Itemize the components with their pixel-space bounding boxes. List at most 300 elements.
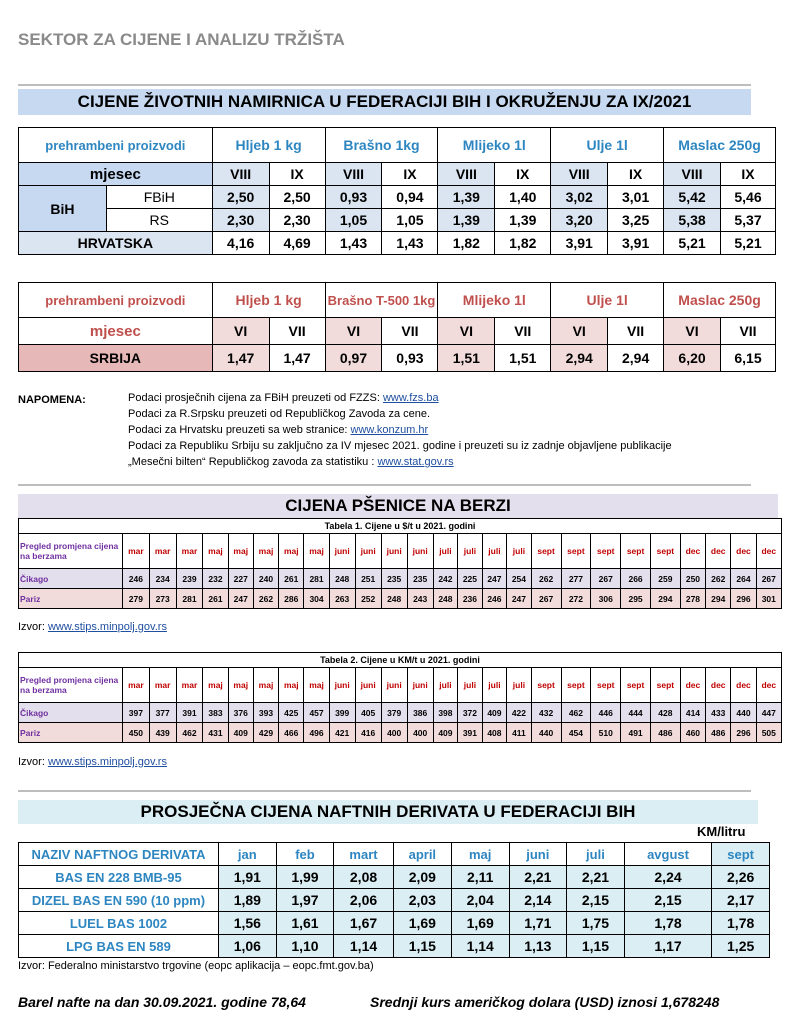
fuel-prices-table [18, 842, 770, 958]
value-cell: 1,56 [219, 912, 277, 935]
value-cell: 2,94 [608, 345, 664, 372]
value-cell: 1,15 [567, 935, 625, 958]
month-cell: dec [731, 534, 756, 569]
note-line [128, 424, 428, 436]
value-cell: 1,43 [325, 232, 382, 255]
row-label: Čikago [19, 703, 123, 723]
value-cell: 240 [253, 569, 278, 589]
value-cell: 1,89 [219, 889, 277, 912]
value-cell: 2,94 [551, 345, 608, 372]
value-cell: 247 [507, 589, 532, 609]
month-cell: sept [531, 668, 561, 703]
value-cell: 2,15 [567, 889, 625, 912]
month-cell: sept [650, 668, 680, 703]
food-prices-title: CIJENE ŽIVOTNIH NAMIRNICA U FEDERACIJI BIH I OKRUŽENJU ZA IX/2021 [18, 89, 751, 115]
month-cell: sept [591, 534, 621, 569]
value-cell: 393 [253, 703, 278, 723]
table-row [19, 889, 770, 912]
value-cell: 383 [203, 703, 228, 723]
fuel-name: BAS EN 228 BMB-95 [19, 866, 219, 889]
value-cell: 486 [650, 723, 680, 743]
value-cell: 2,04 [451, 889, 509, 912]
value-cell: 1,05 [325, 209, 382, 232]
stat-link[interactable]: www.stat.gov.rs [377, 456, 454, 468]
value-cell: 267 [591, 569, 621, 589]
table-row [19, 912, 770, 935]
month-cell: mar [123, 668, 150, 703]
value-cell: 1,97 [276, 889, 334, 912]
month-cell: juni [329, 668, 355, 703]
value-cell: 1,10 [276, 935, 334, 958]
value-cell: 246 [123, 569, 150, 589]
product-header: prehrambeni proizvodi [19, 283, 213, 318]
month-cell: sept [561, 668, 591, 703]
value-cell: 462 [561, 703, 591, 723]
divider [18, 484, 751, 486]
fuel-title: PROSJEČNA CIJENA NAFTNIH DERIVATA U FEDERACIJI BIH [18, 800, 758, 824]
value-cell: 1,39 [438, 186, 495, 209]
value-cell: 262 [531, 569, 561, 589]
table-row [19, 866, 770, 889]
value-cell: 1,43 [382, 232, 438, 255]
month-cell: maj [228, 534, 253, 569]
wheat-source [18, 756, 167, 768]
row-header: Pregled promjena cijena na berzama [19, 534, 123, 569]
month-cell: sept [621, 534, 651, 569]
value-cell: 6,15 [721, 345, 776, 372]
value-cell: 2,15 [624, 889, 712, 912]
note-text: „Mesečni bilten“ Republičkog zavoda za statistiku : [128, 456, 378, 468]
value-cell: 1,40 [495, 186, 551, 209]
value-cell: 425 [279, 703, 304, 723]
value-cell: 431 [203, 723, 228, 743]
product-ulje: Ulje 1l [551, 128, 664, 163]
month-cell: juni [407, 668, 433, 703]
value-cell: 5,21 [664, 232, 721, 255]
value-cell: 510 [591, 723, 621, 743]
month-cell: VIII [664, 163, 721, 186]
month-cell: sept [591, 668, 621, 703]
value-cell: 398 [433, 703, 458, 723]
value-cell: 416 [355, 723, 381, 743]
row-label: RS [106, 209, 212, 232]
month-cell: sept [621, 668, 651, 703]
value-cell: 235 [407, 569, 433, 589]
value-cell: 446 [591, 703, 621, 723]
header-row [19, 843, 770, 866]
value-cell: 296 [731, 723, 756, 743]
source-label: Izvor: [18, 756, 48, 768]
value-cell: 279 [123, 589, 150, 609]
note-text: Podaci prosječnih cijena za FBiH preuzeti od FZZS: [128, 392, 383, 404]
month-cell: mar [176, 668, 203, 703]
month-cell: maj [253, 668, 278, 703]
month-cell: maj [253, 534, 278, 569]
month-cell: juli [482, 534, 507, 569]
value-cell: 0,93 [325, 186, 382, 209]
month-cell: feb [276, 843, 334, 866]
month-cell: IX [382, 163, 438, 186]
month-cell: avgust [624, 843, 712, 866]
value-cell: 2,50 [269, 186, 325, 209]
value-cell: 267 [756, 569, 781, 589]
month-cell: VI [212, 318, 269, 345]
value-cell: 1,91 [219, 866, 277, 889]
value-cell: 408 [482, 723, 507, 743]
value-cell: 4,16 [212, 232, 269, 255]
value-cell: 505 [756, 723, 781, 743]
month-label: mjesec [19, 318, 213, 345]
value-cell: 234 [149, 569, 176, 589]
value-cell: 2,21 [567, 866, 625, 889]
month-cell: VIII [551, 163, 608, 186]
value-cell: 239 [176, 569, 203, 589]
value-cell: 277 [561, 569, 591, 589]
value-cell: 1,69 [393, 912, 451, 935]
value-cell: 391 [458, 723, 483, 743]
value-cell: 2,08 [334, 866, 394, 889]
value-cell: 414 [680, 703, 705, 723]
value-cell: 5,46 [721, 186, 776, 209]
fuel-name: LUEL BAS 1002 [19, 912, 219, 935]
product-brasno: Brašno 1kg [325, 128, 438, 163]
month-cell: VII [608, 318, 664, 345]
fuel-name: LPG BAS EN 589 [19, 935, 219, 958]
value-cell: 1,06 [219, 935, 277, 958]
value-cell: 1,71 [509, 912, 567, 935]
value-cell: 0,93 [382, 345, 438, 372]
value-cell: 295 [621, 589, 651, 609]
value-cell: 262 [706, 569, 731, 589]
table-row [19, 569, 782, 589]
value-cell: 306 [591, 589, 621, 609]
value-cell: 1,14 [451, 935, 509, 958]
wheat-source [18, 621, 167, 633]
month-cell: maj [203, 668, 228, 703]
month-cell: VI [438, 318, 495, 345]
value-cell: 1,61 [276, 912, 334, 935]
value-cell: 0,94 [382, 186, 438, 209]
value-cell: 1,25 [712, 935, 770, 958]
month-cell: IX [608, 163, 664, 186]
month-cell: dec [680, 534, 705, 569]
value-cell: 432 [531, 703, 561, 723]
value-cell: 6,20 [664, 345, 721, 372]
value-cell: 242 [433, 569, 458, 589]
value-cell: 400 [381, 723, 407, 743]
divider [18, 790, 751, 792]
stips-link[interactable]: www.stips.minpolj.gov.rs [47, 756, 167, 768]
value-cell: 1,75 [567, 912, 625, 935]
usd-rate: Srednji kurs američkog dolara (USD) iznosi 1,678248 [370, 994, 720, 1010]
value-cell: 1,14 [334, 935, 394, 958]
note-text: Podaci za Republiku Srbiju su zaključno za IV mjesec 2021. godine i preuzeti su iz zadnje objavljene publikacije [128, 440, 672, 452]
note-label: NAPOMENA: [18, 394, 86, 406]
month-cell: maj [279, 534, 304, 569]
month-cell: juni [381, 668, 407, 703]
month-cell: maj [228, 668, 253, 703]
value-cell: 267 [531, 589, 561, 609]
value-cell: 440 [731, 703, 756, 723]
value-cell: 428 [650, 703, 680, 723]
month-cell: juli [482, 668, 507, 703]
value-cell: 296 [731, 589, 756, 609]
month-cell: juni [509, 843, 567, 866]
month-cell: juli [507, 534, 532, 569]
value-cell: 460 [680, 723, 705, 743]
value-cell: 1,69 [451, 912, 509, 935]
value-cell: 278 [680, 589, 705, 609]
stips-link[interactable]: www.stips.minpolj.gov.rs [47, 621, 167, 633]
month-cell: sept [531, 534, 561, 569]
value-cell: 304 [304, 589, 329, 609]
fuel-unit: KM/litru [697, 824, 746, 839]
value-cell: 5,42 [664, 186, 721, 209]
value-cell: 440 [531, 723, 561, 743]
month-cell: sept [650, 534, 680, 569]
row-label: FBiH [106, 186, 212, 209]
source-label: Izvor: [18, 621, 48, 633]
month-cell: maj [304, 534, 329, 569]
value-cell: 261 [203, 589, 228, 609]
value-cell: 3,91 [551, 232, 608, 255]
month-cell: VII [495, 318, 551, 345]
month-cell: mar [176, 534, 203, 569]
value-cell: 5,21 [721, 232, 776, 255]
value-cell: 3,91 [608, 232, 664, 255]
value-cell: 1,99 [276, 866, 334, 889]
value-cell: 281 [304, 569, 329, 589]
value-cell: 251 [355, 569, 381, 589]
month-cell: maj [279, 668, 304, 703]
value-cell: 2,09 [393, 866, 451, 889]
header-row [19, 534, 782, 569]
row-label: HRVATSKA [19, 232, 213, 255]
value-cell: 2,03 [393, 889, 451, 912]
value-cell: 486 [706, 723, 731, 743]
month-cell: maj [451, 843, 509, 866]
product-hljeb: Hljeb 1 kg [212, 128, 325, 163]
value-cell: 409 [228, 723, 253, 743]
value-cell: 409 [482, 703, 507, 723]
month-cell: juli [507, 668, 532, 703]
month-cell: VII [269, 318, 325, 345]
value-cell: 400 [407, 723, 433, 743]
month-cell: mar [123, 534, 150, 569]
month-cell: juni [381, 534, 407, 569]
month-cell: IX [495, 163, 551, 186]
wheat-km-table [18, 652, 782, 743]
table-row [19, 186, 776, 209]
value-cell: 439 [149, 723, 176, 743]
table-caption: Tabela 1. Cijene u $/t u 2021. godini [19, 519, 782, 534]
value-cell: 444 [621, 703, 651, 723]
value-cell: 247 [482, 569, 507, 589]
month-cell: juni [407, 534, 433, 569]
value-cell: 281 [176, 589, 203, 609]
table-row [19, 345, 776, 372]
month-cell: VII [382, 318, 438, 345]
value-cell: 422 [507, 703, 532, 723]
row-header: Pregled promjena cijena na berzama [19, 668, 123, 703]
month-cell: dec [756, 668, 781, 703]
wheat-title: CIJENA PŠENICE NA BERZI [18, 494, 778, 518]
value-cell: 1,05 [382, 209, 438, 232]
table-row [19, 232, 776, 255]
note-line [128, 408, 430, 420]
value-cell: 466 [279, 723, 304, 743]
value-cell: 391 [176, 703, 203, 723]
value-cell: 248 [433, 589, 458, 609]
value-cell: 377 [149, 703, 176, 723]
value-cell: 246 [482, 589, 507, 609]
header-row [19, 668, 782, 703]
month-cell: dec [706, 668, 731, 703]
note-line [128, 456, 454, 468]
value-cell: 1,47 [212, 345, 269, 372]
month-cell: VIII [325, 163, 382, 186]
value-cell: 411 [507, 723, 532, 743]
table-row [19, 723, 782, 743]
month-cell: juni [355, 534, 381, 569]
value-cell: 5,37 [721, 209, 776, 232]
month-cell: maj [203, 534, 228, 569]
value-cell: 2,30 [269, 209, 325, 232]
value-cell: 454 [561, 723, 591, 743]
product-maslac: Maslac 250g [664, 128, 776, 163]
value-cell: 386 [407, 703, 433, 723]
month-cell: VI [551, 318, 608, 345]
value-cell: 1,82 [495, 232, 551, 255]
value-cell: 3,20 [551, 209, 608, 232]
month-cell: dec [756, 534, 781, 569]
value-cell: 5,38 [664, 209, 721, 232]
value-cell: 261 [279, 569, 304, 589]
value-cell: 3,01 [608, 186, 664, 209]
row-label: SRBIJA [19, 345, 213, 372]
value-cell: 254 [507, 569, 532, 589]
sector-title: SEKTOR ZA CIJENE I ANALIZU TRŽIŠTA [18, 30, 345, 49]
value-cell: 429 [253, 723, 278, 743]
value-cell: 2,26 [712, 866, 770, 889]
value-cell: 433 [706, 703, 731, 723]
value-cell: 447 [756, 703, 781, 723]
product-hljeb: Hljeb 1 kg [212, 283, 325, 318]
value-cell: 457 [304, 703, 329, 723]
value-cell: 3,25 [608, 209, 664, 232]
month-cell: VIII [212, 163, 269, 186]
value-cell: 450 [123, 723, 150, 743]
value-cell: 2,30 [212, 209, 269, 232]
month-cell: dec [706, 534, 731, 569]
divider [18, 84, 751, 86]
value-cell: 1,82 [438, 232, 495, 255]
month-cell: juli [458, 668, 483, 703]
value-cell: 376 [228, 703, 253, 723]
value-cell: 2,24 [624, 866, 712, 889]
row-label: Pariz [19, 589, 123, 609]
value-cell: 3,02 [551, 186, 608, 209]
month-cell: sept [712, 843, 770, 866]
product-mlijeko: Mlijeko 1l [438, 128, 551, 163]
note-text: Podaci za Hrvatsku preuzeti sa web stranice: [128, 424, 351, 436]
value-cell: 263 [329, 589, 355, 609]
value-cell: 1,39 [438, 209, 495, 232]
value-cell: 409 [433, 723, 458, 743]
table-row [19, 935, 770, 958]
name-header: NAZIV NAFTNOG DERIVATA [19, 843, 219, 866]
month-cell: VI [664, 318, 721, 345]
month-cell: VI [325, 318, 382, 345]
value-cell: 248 [381, 589, 407, 609]
value-cell: 294 [650, 589, 680, 609]
value-cell: 247 [228, 589, 253, 609]
month-cell: juni [329, 534, 355, 569]
value-cell: 2,11 [451, 866, 509, 889]
value-cell: 491 [621, 723, 651, 743]
month-cell: VII [721, 318, 776, 345]
month-cell: VIII [438, 163, 495, 186]
fzs-link[interactable]: www.fzs.ba [382, 392, 439, 404]
value-cell: 248 [329, 569, 355, 589]
month-cell: dec [731, 668, 756, 703]
value-cell: 1,39 [495, 209, 551, 232]
month-cell: mar [149, 534, 176, 569]
value-cell: 397 [123, 703, 150, 723]
month-cell: IX [269, 163, 325, 186]
value-cell: 1,78 [712, 912, 770, 935]
month-cell: mar [149, 668, 176, 703]
value-cell: 2,14 [509, 889, 567, 912]
value-cell: 264 [731, 569, 756, 589]
value-cell: 496 [304, 723, 329, 743]
table-row [19, 209, 776, 232]
month-label: mjesec [19, 163, 213, 186]
serbia-prices-table [18, 282, 776, 372]
value-cell: 1,13 [509, 935, 567, 958]
month-cell: juli [433, 534, 458, 569]
fuel-source: Izvor: Federalno ministarstvo trgovine (eopc aplikacija – eopc.fmt.gov.ba) [18, 960, 374, 972]
value-cell: 2,06 [334, 889, 394, 912]
konzum-link[interactable]: www.konzum.hr [350, 424, 429, 436]
row-label: Čikago [19, 569, 123, 589]
table-caption: Tabela 2. Cijene u KM/t u 2021. godini [19, 653, 782, 668]
wheat-usd-table [18, 518, 782, 609]
food-prices-table [18, 127, 776, 255]
value-cell: 262 [253, 589, 278, 609]
value-cell: 1,47 [269, 345, 325, 372]
product-mlijeko: Mlijeko 1l [438, 283, 551, 318]
value-cell: 1,51 [438, 345, 495, 372]
month-cell: juli [567, 843, 625, 866]
month-cell: juni [355, 668, 381, 703]
month-cell: dec [680, 668, 705, 703]
value-cell: 273 [149, 589, 176, 609]
value-cell: 4,69 [269, 232, 325, 255]
month-cell: juli [433, 668, 458, 703]
month-cell: sept [561, 534, 591, 569]
value-cell: 266 [621, 569, 651, 589]
value-cell: 421 [329, 723, 355, 743]
value-cell: 232 [203, 569, 228, 589]
month-cell: IX [721, 163, 776, 186]
table-row [19, 589, 782, 609]
value-cell: 2,17 [712, 889, 770, 912]
caption-row [19, 519, 782, 534]
value-cell: 301 [756, 589, 781, 609]
month-cell: maj [304, 668, 329, 703]
value-cell: 399 [329, 703, 355, 723]
